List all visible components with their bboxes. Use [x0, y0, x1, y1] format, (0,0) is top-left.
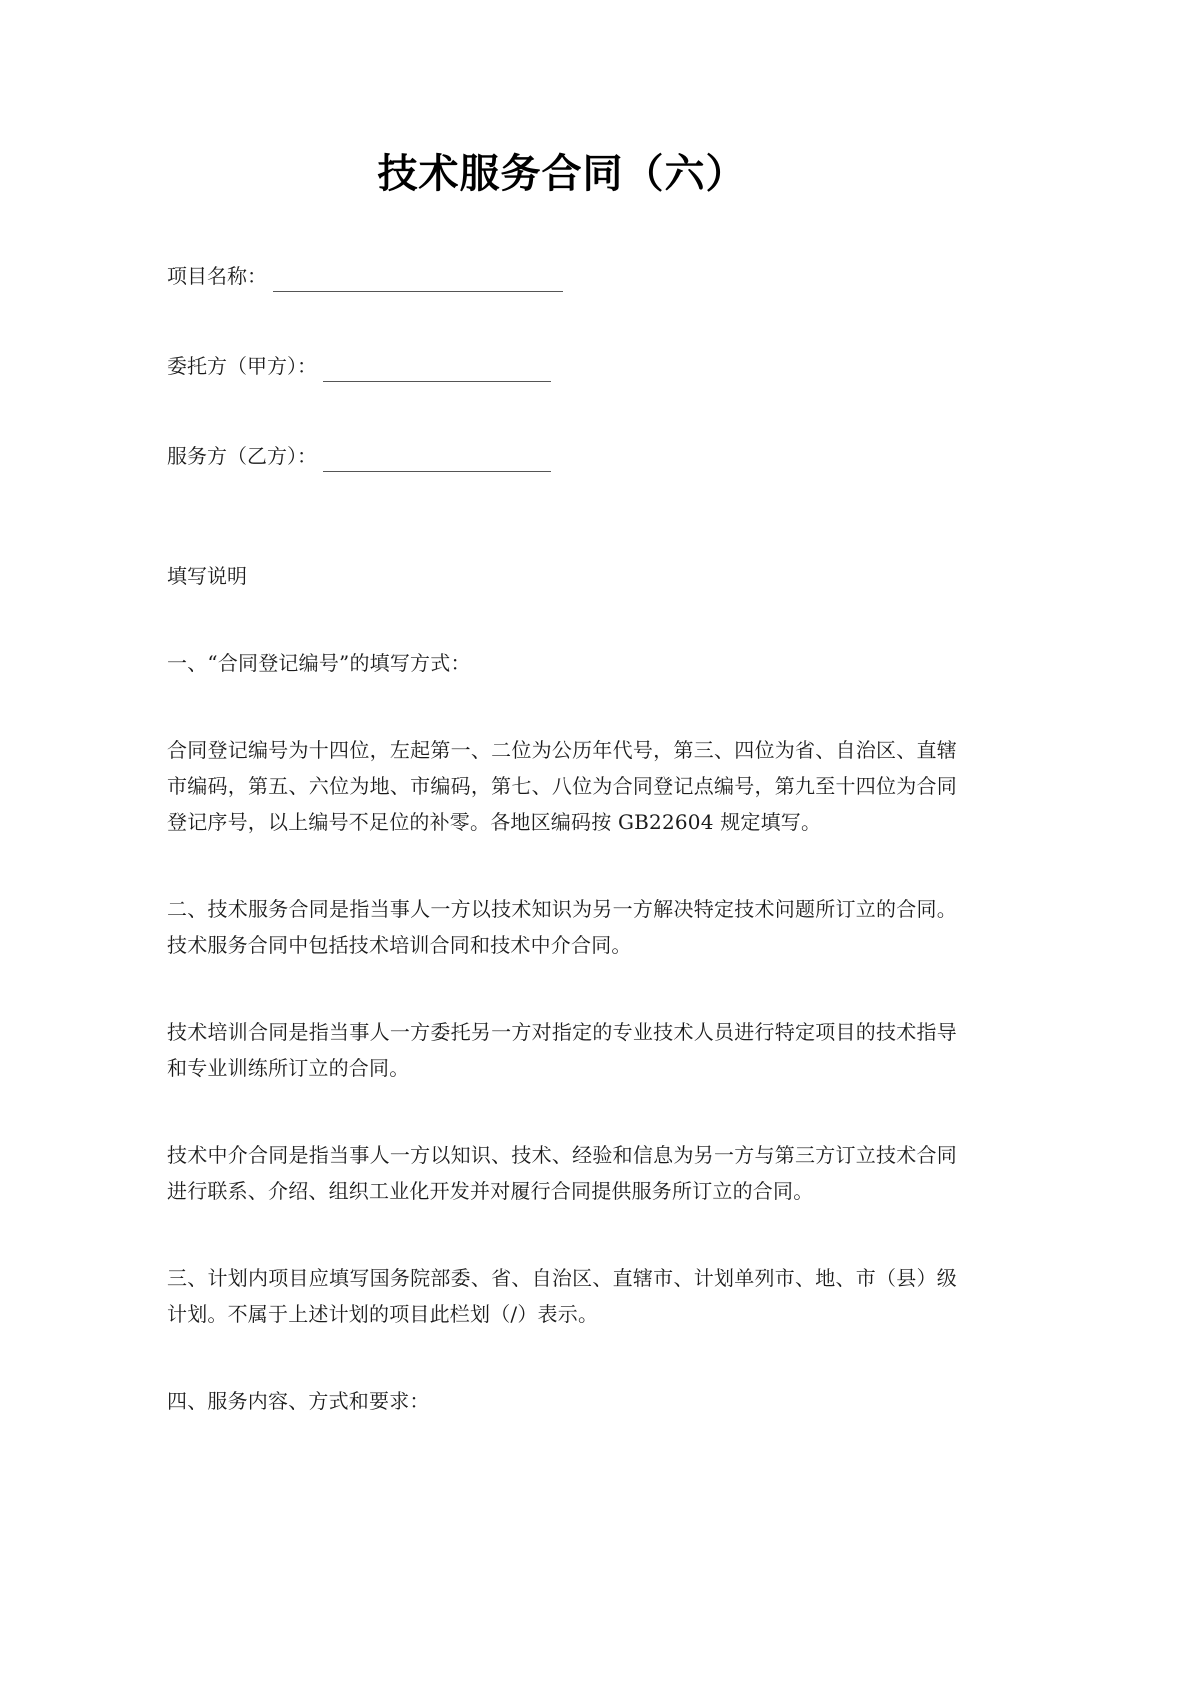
spacer	[167, 594, 957, 645]
form-field-provider[interactable]	[167, 440, 957, 472]
section-body-1: 合同登记编号为十四位，左起第一、二位为公历年代号，第三、四位为省、自治区、直辖市编码，第五、六位为地、市编码，第七、八位为合同登记点编号，第九至十四位为合同登记序号，以上编号不足位的补零。各地区编码按 GB22604 规定填写。	[167, 738, 957, 834]
section-body-5: 三、计划内项目应填写国务院部委、省、自治区、直辖市、计划单列市、地、市（县）级计划。不属于上述计划的项目此栏划（/）表示。	[167, 1266, 957, 1326]
form-blank-client[interactable]	[323, 363, 551, 382]
form-blank-project-name[interactable]	[273, 273, 563, 292]
section-body-2: 二、技术服务合同是指当事人一方以技术知识为另一方解决特定技术问题所订立的合同。技术服务合同中包括技术培训合同和技术中介合同。	[167, 897, 957, 957]
form-field-client[interactable]	[167, 350, 957, 382]
page-title: 技术服务合同（六）	[377, 151, 747, 197]
instructions-heading: 填写说明	[167, 564, 247, 588]
form-field-project-name[interactable]	[167, 260, 957, 292]
section-body-6: 四、服务内容、方式和要求：	[167, 1389, 430, 1413]
form-fields-block	[167, 260, 957, 472]
form-label-project-name: 项目名称：	[167, 264, 267, 288]
document-content	[167, 0, 957, 1419]
form-blank-provider[interactable]	[323, 453, 551, 472]
section-body-3: 技术培训合同是指当事人一方委托另一方对指定的专业技术人员进行特定项目的技术指导和专业训练所订立的合同。	[167, 1020, 957, 1080]
form-label-client: 委托方（甲方）：	[167, 354, 317, 378]
section-spacer	[167, 472, 957, 558]
form-label-provider: 服务方（乙方）：	[167, 444, 317, 468]
section-body-4: 技术中介合同是指当事人一方以知识、技术、经验和信息为另一方与第三方订立技术合同进行联系、介绍、组织工业化开发并对履行合同提供服务所订立的合同。	[167, 1143, 957, 1203]
section-heading-1: 一、“合同登记编号”的填写方式：	[167, 651, 471, 675]
